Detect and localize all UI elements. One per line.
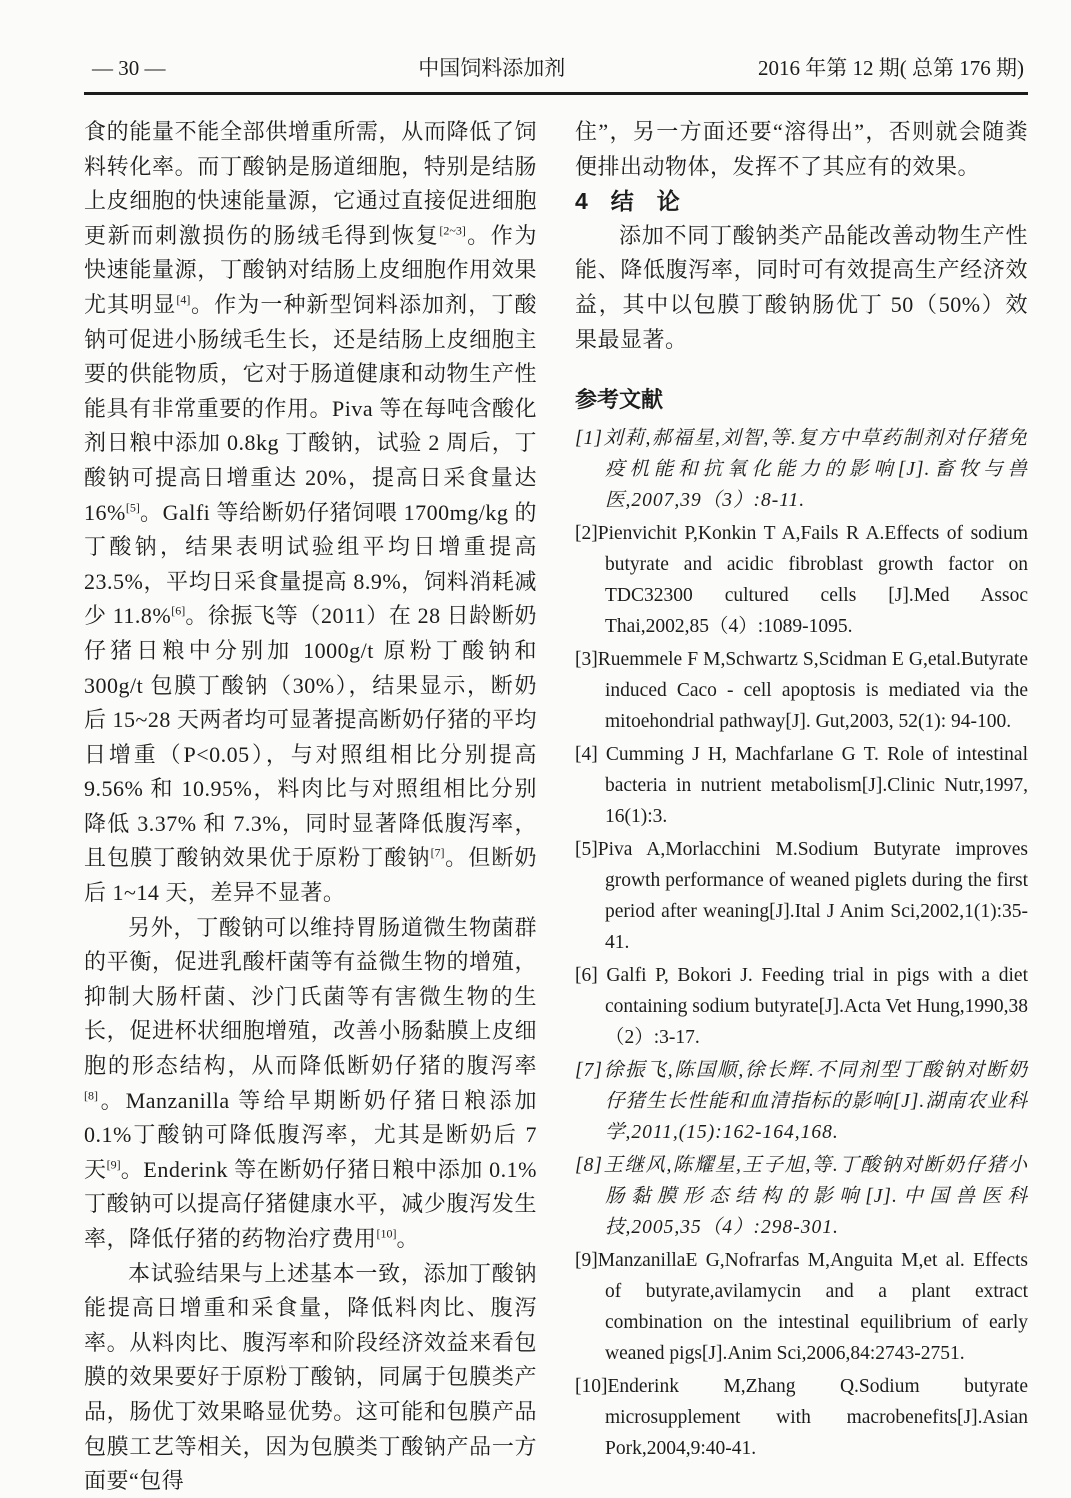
conclusion-paragraph: 添加不同丁酸钠类产品能改善动物生产性能、降低腹泻率，同时可有效提高生产经济效益，其中以包膜丁酸钠肠优丁 50（50%）效果最显著。 [575, 222, 1028, 352]
journal-title: 中国饲料添加剂 [418, 56, 566, 80]
article-body [84, 115, 1028, 1498]
reference-item: [2]Pienvichit P,Konkin T A,Fails R A.Effects of sodium butyrate and acidic fibroblast growth factor on TDC32300 cultured cells [J].Med Assoc Thai,2002,85（4）:1089-1095. [575, 523, 1028, 638]
issue-info: 2016 年第 12 期( 总第 176 期) [758, 56, 1024, 80]
continuation-paragraph: 住”，另一方面还要“溶得出”，否则就会随粪便排出动物体，发挥不了其应有的效果。 [575, 119, 1028, 179]
reference-item: [1]刘莉,郝福星,刘智,等.复方中草药制剂对仔猪免疫机能和抗氧化能力的影响[J].畜牧与兽医,2007,39（3）:8-11. [575, 428, 1028, 512]
header-divider [84, 92, 1028, 95]
reference-item: [5]Piva A,Morlacchini M.Sodium Butyrate improves growth performance of weaned piglets during the first period after weaning[J].Ital J Anim Sci,2002,1(1):35-41. [575, 839, 1028, 954]
page-header [84, 52, 1028, 92]
body-paragraph: 食的能量不能全部供增重所需，从而降低了饲料转化率。而丁酸钠是肠道细胞，特别是结肠上皮细胞的快速能量源，它通过直接促进细胞更新而刺激损伤的肠绒毛得到恢复[2~3]。作为快速能量源，丁酸钠对结肠上皮细胞作用效果尤其明显[4]。作为一种新型饲料添加剂，丁酸钠可促进小肠绒毛生长，还是结肠上皮细胞主要的供能物质，它对于肠道健康和动物生产性能具有非常重要的作用。Piva 等在每吨含酸化剂日粮中添加 0.8kg 丁酸钠，试验 2 周后，丁酸钠可提高日增重达 20%，提高日采食量达 16%[5]。Galfi 等给断奶仔猪饲喂 1700mg/kg 的丁酸钠，结果表明试验组平均日增重提高 23.5%，平均日采食量提高 8.9%，饲料消耗减少 11.8%[6]。徐振飞等（2011）在 28 日龄断奶仔猪日粮中分别加 1000g/t 原粉丁酸钠和 300g/t 包膜丁酸钠（30%），结果显示，断奶后 15~28 天两者均可显著提高断奶仔猪的平均日增重（P<0.05），与对照组相比分别提高 9.56% 和 10.95%，料肉比与对照组相比分别降低 3.37% 和 7.3%，同时显著降低腹泻率，且包膜丁酸钠效果优于原粉丁酸钠[7]。但断奶后 1~14 天，差异不显著。 [84, 119, 538, 906]
references-heading: 参考文献 [575, 387, 664, 413]
reference-item: [3]Ruemmele F M,Schwartz S,Scidman E G,etal.Butyrate induced Caco - cell apoptosis is mediated via the mitoehondrial pathway[J]. Gut,2003, 52(1): 94-100. [575, 649, 1028, 733]
conclusion-heading: 4 结 论 [575, 188, 680, 215]
reference-item: [9]ManzanillaE G,Nofrarfas M,Anguita M,et al. Effects of butyrate,avilamycin and a plant extract combination on the intestinal equilibrium of early weaned pigs[J].Anim Sci,2006,84:2743-2751. [575, 1250, 1028, 1365]
reference-item: [8]王继风,陈耀星,王子旭,等.丁酸钠对断奶仔猪小肠黏膜形态结构的影响[J].中国兽医科技,2005,35（4）:298-301. [575, 1155, 1028, 1239]
right-column [575, 115, 1028, 1498]
body-paragraph: 本试验结果与上述基本一致，添加丁酸钠能提高日增重和采食量，降低料肉比、腹泻率。从料肉比、腹泻率和阶段经济效益来看包膜的效果要好于原粉丁酸钠，同属于包膜类产品，肠优丁效果略显优势。这可能和包膜产品包膜工艺等相关，因为包膜类丁酸钠产品一方面要“包得 [84, 1260, 537, 1494]
page-number: — 30 — [92, 56, 166, 80]
body-paragraph: 另外，丁酸钠可以维持胃肠道微生物菌群的平衡，促进乳酸杆菌等有益微生物的增殖，抑制大肠杆菌、沙门氏菌等有害微生物的生长，促进杯状细胞增殖，改善小肠黏膜上皮细胞的形态结构，从而降低断奶仔猪的腹泻率[8]。Manzanilla 等给早期断奶仔猪日粮添加 0.1%丁酸钠可降低腹泻率，尤其是断奶后 7 天[9]。Enderink 等在断奶仔猪日粮中添加 0.1%丁酸钠可以提高仔猪健康水平，减少腹泻发生率，降低仔猪的药物治疗费用[10]。 [84, 914, 537, 1251]
reference-item: [10]Enderink M,Zhang Q.Sodium butyrate microsupplement with macrobenefits[J].Asian Pork,2004,9:40-41. [575, 1376, 1028, 1460]
left-column [84, 115, 537, 1498]
references-list [575, 423, 1028, 1464]
reference-item: [4] Cumming J H, Machfarlane G T. Role of intestinal bacteria in nutrient metabolism[J].Clinic Nutr,1997, 16(1):3. [575, 744, 1028, 828]
reference-item: [7]徐振飞,陈国顺,徐长辉.不同剂型丁酸钠对断奶仔猪生长性能和血清指标的影响[J].湖南农业科学,2011,(15):162-164,168. [575, 1060, 1028, 1144]
reference-item: [6] Galfi P, Bokori J. Feeding trial in pigs with a diet containing sodium butyrate[J].Acta Vet Hung,1990,38（2）:3-17. [575, 965, 1028, 1049]
